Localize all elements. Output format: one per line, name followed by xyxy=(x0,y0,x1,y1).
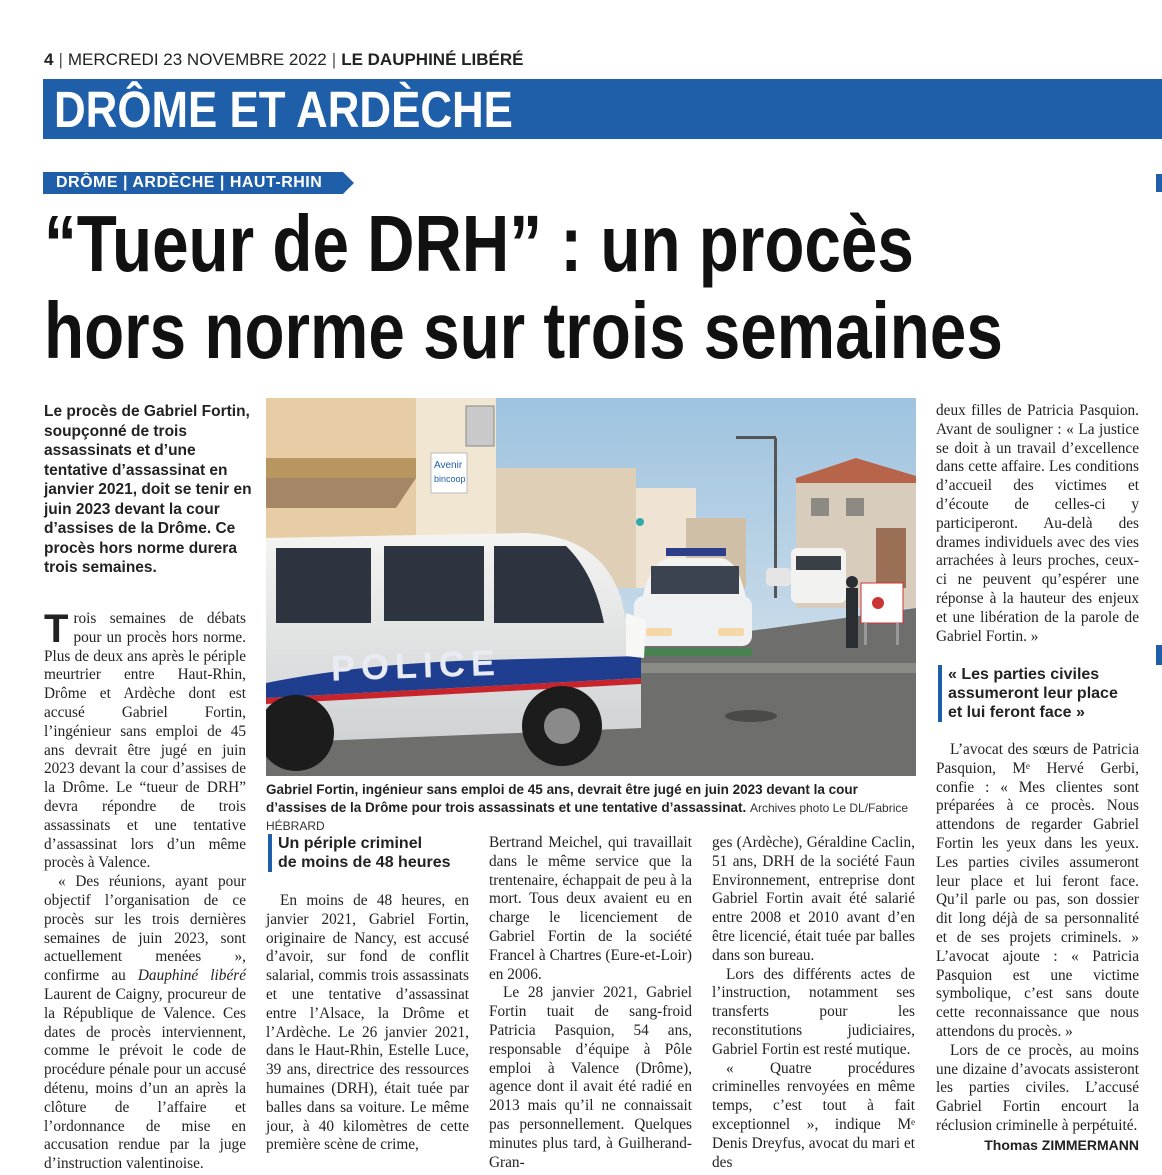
paragraph: ges (Ardèche), Géraldine Caclin, 51 ans, DRH de la société Faun Environnement, entreprise dont Gabriel Fortin avait été salarié entre 2008 et 2010 avant d’en être licencié, était tuée par balles dans son bureau. xyxy=(712,834,915,964)
paragraph: Le 28 janvier 2021, Gabriel Fortin tuait de sang-froid Patricia Pasquion, 54 ans, responsable d’équipe à Pôle emploi à Valence (Drôme), agence dont il avait été radié en 2013 mais qu’il ne connaissait pas personnellement. Quelques minutes plus tard, à Guilherand-Gran- xyxy=(489,984,692,1171)
article-column-2 xyxy=(266,892,469,1155)
police-scene-illustration xyxy=(266,398,916,776)
next-article-edge-mark xyxy=(1156,174,1162,192)
subhead-line: et lui feront face » xyxy=(948,704,1085,721)
next-article-edge-mark-2 xyxy=(1156,645,1162,665)
paragraph: deux filles de Patricia Pasquion. Avant de souligner : « La justice se doit à un travail d’excellence dans cette affaire. Les conditions d’accueil des victimes et d’écoute de celles-ci y participeront. Au-delà des drames individuels avec des vies arrachées à leurs proches, ceux-ci ne peuvent qu’espérer une réponse à la hauteur des enjeux et une libération de la parole de Gabriel Fortin. » xyxy=(936,402,1139,645)
article-column-1 xyxy=(44,607,246,1174)
folio-line: 4 | MERCREDI 23 NOVEMBRE 2022 | LE DAUPHINÉ LIBÉRÉ xyxy=(44,50,524,69)
paragraph: rois semaines de débats pour un procès hors norme. Plus de deux ans après le périple meurtrier entre Haut-Rhin, Drôme et Ardèche dont est accusé Gabriel Fortin, l’ingénieur sans emploi de 45 ans devrait être jugé en juin 2023 devant la cour d’assises de la Drôme. Le “tueur de DRH” devra répondre de trois assassinats et une tentative d’assassinat lors d’un même procès à Valence. xyxy=(44,610,246,872)
caption-text: Gabriel Fortin, ingénieur sans emploi de 45 ans, devrait être jugé en juin 2023 devant la cour d’assises de la Drôme pour trois assassinats et une tentative d’assassinat. xyxy=(266,782,858,815)
headline-line-2: hors norme sur trois semaines xyxy=(44,286,1003,375)
article-column-5-bottom xyxy=(936,741,1139,1155)
paragraph: « Quatre procédures criminelles renvoyées en même temps, c’est tout à fait exceptionnel », indique Mᵉ Denis Dreyfus, avocat du mari et des xyxy=(712,1059,915,1171)
tag-arrow xyxy=(343,172,354,194)
photo-credit: Archives photo Le DL/Fabrice HÉBRARD xyxy=(266,801,909,833)
photo-caption xyxy=(266,781,918,835)
subhead-line: « Les parties civiles xyxy=(948,666,1100,683)
subhead-civil-parties xyxy=(938,665,1143,722)
van-police-lettering: POLICE xyxy=(330,641,502,689)
newspaper-mention: Dauphiné libéré xyxy=(137,967,246,985)
subhead-criminal-journey xyxy=(268,834,476,872)
author-signature: Thomas ZIMMERMANN xyxy=(984,1136,1139,1153)
drop-cap: T xyxy=(44,607,69,651)
page-number: 4 xyxy=(44,50,54,69)
subhead-line: Un périple criminel xyxy=(278,835,423,852)
shop-sign-text-2: bincoop xyxy=(434,474,466,484)
location-tag-text: DRÔME | ARDÈCHE | HAUT-RHIN xyxy=(56,174,323,191)
article-column-5-top xyxy=(936,402,1139,646)
newspaper-name: LE DAUPHINÉ LIBÉRÉ xyxy=(341,50,524,69)
paragraph-part: « Des réunions, ayant pour objectif l’organisation de ce procès sur les trois dernières semaines de juin 2023, sont actuellement menées », confirme au xyxy=(44,873,246,985)
paragraph: Bertrand Meichel, qui travaillait dans le même service que la trentenaire, échappait de peu à la mort. Tous deux avaient eu en charge le licenciement de Gabriel Fortin de la société Francel à Chartres (Eure-et-Loir) en 2006. xyxy=(489,834,692,983)
section-title: DRÔME ET ARDÈCHE xyxy=(54,81,513,138)
paragraph: En moins de 48 heures, en janvier 2021, Gabriel Fortin, originaire de Nancy, est accusé d’avoir, sur fond de conflit salarial, commis trois assassinats et une tentative d’assassinat entre l’Alsace, la Drôme et l’Ardèche. Le 26 janvier 2021, dans le Haut-Rhin, Estelle Luce, 39 ans, directrice des ressources humaines (DRH), était tuée par balles dans sa voiture. Le même jour, à 40 kilomètres de cette première scène de crime, xyxy=(266,892,469,1154)
headline-line-1: “Tueur de DRH” : un procès xyxy=(44,199,914,288)
shop-sign-text: Avenir xyxy=(434,460,463,471)
issue-date: MERCREDI 23 NOVEMBRE 2022 xyxy=(67,50,327,69)
paragraph: Lors de ce procès, au moins une dizaine d’avocats assisteront les parties civiles. L’accusé Gabriel Fortin encourt la réclusion criminelle à perpétuité. xyxy=(936,1041,1139,1134)
article-photo xyxy=(266,398,916,776)
article-column-4 xyxy=(712,834,915,1172)
article-lead: Le procès de Gabriel Fortin, soupçonné de trois assassinats et d’une tentative d’assassinat en janvier 2021, doit se tenir en juin 2023 devant la cour d’assises de la Drôme. Ce procès hors norme durera trois semaines. xyxy=(44,403,252,576)
subhead-line: de moins de 48 heures xyxy=(278,854,451,871)
paragraph: Lors des différents actes de l’instruction, notamment ses transferts pour les reconstitutions judiciaires, Gabriel Fortin est resté mutique. xyxy=(712,965,915,1058)
paragraph: L’avocat des sœurs de Patricia Pasquion, Mᵉ Hervé Gerbi, confie : « Mes clientes sont préparées à ce procès. Nous attendons de regarder Gabriel Fortin les yeux dans les yeux. Les parties civiles assumeront leur place et lui feront face. Qu’il parle ou pas, son dossier dit long déjà de sa personnalité et de ses projets criminels. » L’avocat ajoute : « Patricia Pasquion est une victime symbolique, c’est sans doute cette reconnaissance que nous attendons du procès. » xyxy=(936,741,1139,1040)
article-column-3 xyxy=(489,834,692,1172)
paragraph-part: Laurent de Caigny, procureur de la République de Valence. Ces dates de procès interviennent, comme le prévoit le code de procédure pénale pour un accusé détenu, moins d’un an après la clôture de l’affaire et l’ordonnance de mise en accusation rendue par la juge d’instruction valentinoise. xyxy=(44,985,246,1173)
subhead-line: assumeront leur place xyxy=(948,685,1118,702)
